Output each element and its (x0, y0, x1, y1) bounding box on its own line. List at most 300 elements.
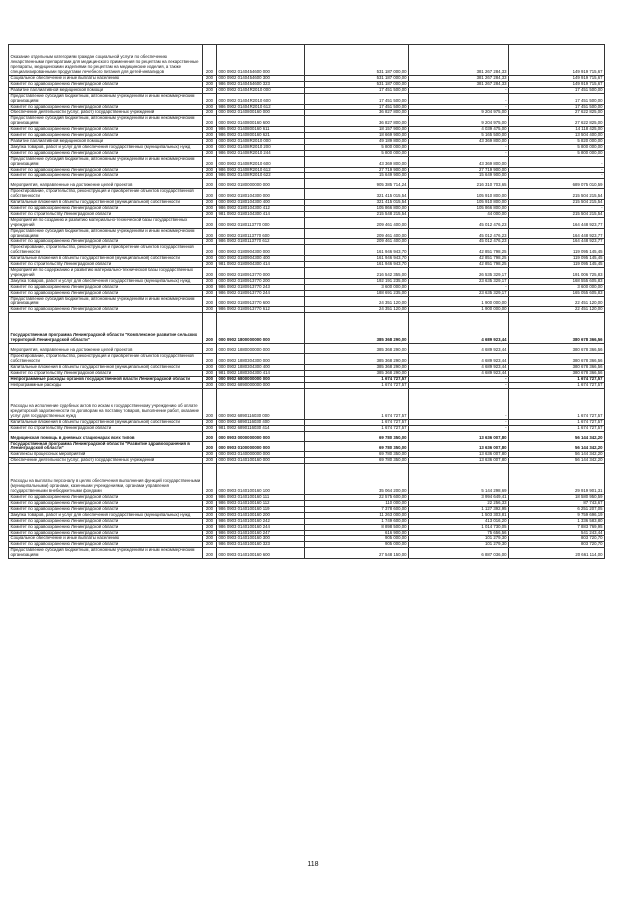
row-budget-code: 000 0902 01404R2010 000 (217, 87, 305, 93)
row-executed-amount: 4 689 923,44 (409, 344, 509, 354)
row-approved-amount: 1 674 727,57 (305, 425, 409, 431)
row-approved-amount: 161 946 943,70 (305, 256, 409, 262)
row-unexecuted-amount: 17 451 500,00 (509, 93, 605, 104)
row-executed-amount: 15 649 900,00 (409, 173, 509, 179)
row-executed-amount: - (409, 376, 509, 382)
row-approved-amount: 188 691 235,00 (305, 290, 409, 296)
row-name: Предоставление субсидий бюджетным, автономным учреждениям и иным некоммерческим организациям (9, 156, 203, 167)
row-approved-amount: 110 000,00 (305, 501, 409, 507)
table-row (9, 431, 605, 441)
table-row (9, 388, 605, 419)
row-name: Комитет по здравоохранению Ленинградской области (9, 284, 203, 290)
row-executed-amount: 381 267 284,33 (409, 81, 509, 87)
row-line-code: 200 (203, 133, 217, 139)
row-line-code: 200 (203, 524, 217, 530)
row-name: Расходы на исполнение судебных актов по искам к государственному учреждению об оплате кредиторской задолженности по договорам на поставку товаров, выполнение работ, оказание услуг для государственных нужд (9, 388, 203, 419)
row-name: Комитет по здравоохранению Ленинградской области (9, 104, 203, 110)
row-line-code: 200 (203, 217, 217, 228)
row-line-code: 200 (203, 81, 217, 87)
row-unexecuted-amount: - (509, 167, 605, 173)
row-unexecuted-amount: 119 095 145,45 (509, 245, 605, 256)
row-budget-code: 000 0903 0100000000 000 (217, 441, 305, 452)
row-executed-amount: 1 127 392,95 (409, 506, 509, 512)
row-name: Непрограммные расходы органов государственной власти Ленинградской области (9, 376, 203, 382)
row-budget-code: 000 0902 6800000000 000 (217, 376, 305, 382)
row-line-code: 200 (203, 296, 217, 307)
row-line-code: 200 (203, 211, 217, 217)
row-budget-code: 986 0902 0140800160 611 (217, 127, 305, 133)
row-line-code: 200 (203, 542, 217, 548)
row-unexecuted-amount: 164 448 923,77 (509, 228, 605, 239)
row-name: Комитет по строительству Ленинградской области (9, 425, 203, 431)
row-unexecuted-amount: 5 800 000,00 (509, 150, 605, 156)
row-unexecuted-amount: 1 674 727,57 (509, 376, 605, 382)
row-approved-amount: 5 800 000,00 (305, 150, 409, 156)
row-line-code: 200 (203, 464, 217, 495)
row-approved-amount: 905 000,00 (305, 542, 409, 548)
row-executed-amount: 43 369 800,00 (409, 138, 509, 144)
row-approved-amount: 192 191 235,00 (305, 278, 409, 284)
row-executed-amount: - (409, 87, 509, 93)
row-approved-amount: 18 669 900,00 (305, 133, 409, 139)
table-row (9, 313, 605, 344)
row-unexecuted-amount: 191 006 725,83 (509, 268, 605, 279)
row-name: Комплексы процессных мероприятий (9, 452, 203, 458)
row-name: Комитет по здравоохранению Ленинградской области (9, 506, 203, 512)
row-name: Комитет по здравоохранению Ленинградской области (9, 81, 203, 87)
row-name: Проектирование, строительство, реконструкция и приобретение объектов государственной собственности (9, 245, 203, 256)
row-line-code: 200 (203, 76, 217, 82)
row-unexecuted-amount: 119 095 145,45 (509, 262, 605, 268)
row-unexecuted-amount: 5 820 000,00 (509, 138, 605, 144)
row-budget-code: 000 0902 0180913770 000 (217, 268, 305, 279)
row-executed-amount: 5 144 298,69 (409, 464, 509, 495)
row-approved-amount: 22 575 600,00 (305, 495, 409, 501)
row-line-code: 200 (203, 245, 217, 256)
row-line-code: 200 (203, 307, 217, 313)
row-unexecuted-amount: - (509, 156, 605, 167)
row-line-code: 200 (203, 156, 217, 167)
row-unexecuted-amount: 1 674 727,57 (509, 419, 605, 425)
row-budget-code: 000 0902 0140454600 300 (217, 76, 305, 82)
row-line-code: 200 (203, 506, 217, 512)
row-budget-code: 000 0902 0180113770 600 (217, 228, 305, 239)
row-line-code: 200 (203, 150, 217, 156)
row-budget-code: 000 0903 0140000000 000 (217, 452, 305, 458)
row-name: Проектирование, строительство, реконструкция и приобретение объектов государственной собственности (9, 354, 203, 365)
row-executed-amount: 13 636 007,80 (409, 452, 509, 458)
row-name: Предоставление субсидий бюджетным, автономным учреждениям и иным некоммерческим организациям (9, 116, 203, 127)
row-line-code: 200 (203, 116, 217, 127)
row-executed-amount: 4 689 923,44 (409, 365, 509, 371)
row-line-code: 200 (203, 144, 217, 150)
row-line-code: 200 (203, 87, 217, 93)
row-unexecuted-amount: 22 451 120,00 (509, 296, 605, 307)
row-unexecuted-amount: 7 883 769,95 (509, 524, 605, 530)
row-name: Комитет по здравоохранению Ленинградской области (9, 127, 203, 133)
row-executed-amount: 3 994 649,41 (409, 495, 509, 501)
row-executed-amount: 216 310 703,65 (409, 179, 509, 189)
row-budget-code: 986 0903 0140100160 111 (217, 495, 305, 501)
row-approved-amount: 905 385 714,24 (305, 179, 409, 189)
row-budget-code: 986 0902 0180113770 612 (217, 239, 305, 245)
row-name: Мероприятия, направленные на достижение целей проектов (9, 344, 203, 354)
row-approved-amount: 209 461 400,00 (305, 217, 409, 228)
row-unexecuted-amount: 165 055 605,83 (509, 290, 605, 296)
row-budget-code: 981 0902 1880304300 414 (217, 370, 305, 376)
row-line-code: 200 (203, 179, 217, 189)
row-unexecuted-amount: 6 251 207,05 (509, 506, 605, 512)
row-name: Комитет по здравоохранению Ленинградской области (9, 239, 203, 245)
row-name: Развитие паллиативной медицинской помощи (9, 87, 203, 93)
table-row (9, 548, 605, 559)
row-name: Капитальные вложения в объекты государственной (муниципальной) собственности (9, 419, 203, 425)
row-unexecuted-amount: 20 661 114,00 (509, 548, 605, 559)
row-executed-amount: 43 369 800,00 (409, 156, 509, 167)
row-unexecuted-amount: 149 919 715,67 (509, 45, 605, 76)
row-budget-code: 986 0902 01408R2010 612 (217, 167, 305, 173)
table-row (9, 441, 605, 452)
row-budget-code: 000 0902 01408R2010 200 (217, 144, 305, 150)
row-approved-amount: 49 189 800,00 (305, 138, 409, 144)
row-name: Обеспечение деятельности (услуг, работ) государственных учреждений (9, 458, 203, 464)
row-unexecuted-amount: 56 144 342,20 (509, 441, 605, 452)
row-executed-amount: 101 279,30 (409, 542, 509, 548)
row-approved-amount: 36 827 800,00 (305, 116, 409, 127)
row-line-code: 200 (203, 512, 217, 518)
row-name: Предоставление субсидий бюджетным, автономным учреждениям и иным некоммерческим организациям (9, 296, 203, 307)
row-approved-amount: 616 900,00 (305, 530, 409, 536)
row-line-code: 200 (203, 262, 217, 268)
row-line-code: 200 (203, 189, 217, 200)
row-unexecuted-amount: 215 504 215,54 (509, 200, 605, 206)
row-executed-amount: 42 851 798,25 (409, 256, 509, 262)
row-line-code: 200 (203, 548, 217, 559)
row-approved-amount: 161 946 943,70 (305, 245, 409, 256)
row-line-code: 200 (203, 138, 217, 144)
row-unexecuted-amount: 3 600 000,00 (509, 284, 605, 290)
row-approved-amount: 1 674 727,57 (305, 376, 409, 382)
row-approved-amount: 36 827 800,00 (305, 110, 409, 116)
row-line-code: 200 (203, 376, 217, 382)
row-name: Комитет по здравоохранению Ленинградской области (9, 206, 203, 212)
row-budget-code: 000 0902 6890000000 000 (217, 382, 305, 388)
row-name: Социальное обеспечение и иные выплаты населению (9, 76, 203, 82)
row-approved-amount: 17 451 500,00 (305, 87, 409, 93)
row-approved-amount: 17 451 500,00 (305, 104, 409, 110)
row-budget-code: 000 0902 0140454600 000 (217, 45, 305, 76)
row-executed-amount: 4 689 923,44 (409, 370, 509, 376)
row-executed-amount: 42 851 798,25 (409, 262, 509, 268)
row-approved-amount: 1 674 727,57 (305, 382, 409, 388)
row-name: Комитет по здравоохранению Ленинградской области (9, 167, 203, 173)
row-budget-code: 000 0903 0140100160 000 (217, 458, 305, 464)
row-approved-amount: 27 548 150,00 (305, 548, 409, 559)
row-executed-amount: 9 204 975,00 (409, 116, 509, 127)
table-row (9, 344, 605, 354)
row-budget-code: 986 0902 0180104300 412 (217, 206, 305, 212)
row-executed-amount: 45 012 476,23 (409, 228, 509, 239)
row-line-code: 200 (203, 228, 217, 239)
row-executed-amount: 4 039 475,00 (409, 127, 509, 133)
row-unexecuted-amount: 119 095 145,45 (509, 256, 605, 262)
row-budget-code: 986 0903 0140100160 112 (217, 501, 305, 507)
row-budget-code: 000 0902 0180904300 000 (217, 245, 305, 256)
row-approved-amount: 27 719 900,00 (305, 167, 409, 173)
row-name: Обеспечение деятельности (услуг, работ) государственных учреждений (9, 110, 203, 116)
row-approved-amount: 5 800 000,00 (305, 144, 409, 150)
row-executed-amount: 27 719 900,00 (409, 167, 509, 173)
row-executed-amount: - (409, 104, 509, 110)
row-line-code: 200 (203, 419, 217, 425)
row-line-code: 200 (203, 239, 217, 245)
row-unexecuted-amount: 380 678 366,56 (509, 354, 605, 365)
row-name: Комитет по строительству Ленинградской области (9, 262, 203, 268)
row-budget-code: 000 0903 0000000000 000 (217, 431, 305, 441)
row-name: Государственная программа Ленинградской области "Комплексное развитие сельских территорий Ленинградской области" (9, 313, 203, 344)
row-executed-amount: 6 887 036,00 (409, 548, 509, 559)
row-budget-code: 000 0902 6890116030 000 (217, 388, 305, 419)
row-budget-code: 986 0903 0140100160 242 (217, 518, 305, 524)
row-budget-code: 986 0903 0140100160 323 (217, 542, 305, 548)
row-approved-amount: 1 674 727,57 (305, 388, 409, 419)
row-budget-code: 000 0902 0180913770 200 (217, 278, 305, 284)
row-approved-amount: 531 187 000,00 (305, 76, 409, 82)
row-executed-amount: 4 689 923,44 (409, 313, 509, 344)
row-unexecuted-amount: 5 800 000,00 (509, 144, 605, 150)
table-row (9, 296, 605, 307)
row-name: Развитие паллиативной медицинской помощи (9, 138, 203, 144)
row-budget-code: 000 0902 01408R2010 000 (217, 138, 305, 144)
row-unexecuted-amount: 29 919 901,31 (509, 464, 605, 495)
row-line-code: 200 (203, 495, 217, 501)
row-name: Комитет по здравоохранению Ленинградской области (9, 518, 203, 524)
row-executed-amount: 26 535 329,17 (409, 268, 509, 279)
row-budget-code: 986 0902 0180913770 612 (217, 307, 305, 313)
row-executed-amount: 13 636 007,80 (409, 441, 509, 452)
row-unexecuted-amount: 149 919 715,67 (509, 81, 605, 87)
row-line-code: 200 (203, 344, 217, 354)
row-approved-amount: 215 548 215,54 (305, 211, 409, 217)
table-row (9, 116, 605, 127)
row-approved-amount: 18 157 900,00 (305, 127, 409, 133)
row-unexecuted-amount: 215 504 215,54 (509, 189, 605, 200)
row-line-code: 200 (203, 313, 217, 344)
row-executed-amount: - (409, 425, 509, 431)
row-budget-code: 000 0902 0180904300 400 (217, 256, 305, 262)
row-name: Государственная программа Ленинградской области "Развитие здравоохранения в Ленинградской области" (9, 441, 203, 452)
budget-table (8, 44, 605, 559)
row-approved-amount: 15 649 900,00 (305, 173, 409, 179)
row-unexecuted-amount: 14 118 425,00 (509, 127, 605, 133)
row-line-code: 200 (203, 290, 217, 296)
row-name: Предоставление субсидий бюджетным, автономным учреждениям и иным некоммерческим организациям (9, 228, 203, 239)
row-executed-amount: 9 204 975,00 (409, 110, 509, 116)
row-line-code: 200 (203, 431, 217, 441)
row-line-code: 200 (203, 365, 217, 371)
row-budget-code: 986 0903 0140100160 247 (217, 530, 305, 536)
row-approved-amount: 209 461 400,00 (305, 239, 409, 245)
row-executed-amount: 23 635 329,17 (409, 290, 509, 296)
row-budget-code: 986 0902 01408R2010 244 (217, 150, 305, 156)
row-executed-amount: - (409, 388, 509, 419)
row-line-code: 200 (203, 452, 217, 458)
row-approved-amount: 385 368 290,00 (305, 354, 409, 365)
table-row (9, 464, 605, 495)
row-approved-amount: 69 780 350,00 (305, 441, 409, 452)
row-unexecuted-amount: - (509, 173, 605, 179)
row-executed-amount: 105 866 800,00 (409, 206, 509, 212)
row-name: Капитальные вложения в объекты государственной (муниципальной) собственности (9, 365, 203, 371)
row-name: Комитет по здравоохранению Ленинградской области (9, 495, 203, 501)
row-unexecuted-amount: 215 504 215,54 (509, 211, 605, 217)
row-executed-amount: 413 016,20 (409, 518, 509, 524)
row-name: Комитет по здравоохранению Ленинградской области (9, 524, 203, 530)
row-budget-code: 986 0903 0140100160 119 (217, 506, 305, 512)
row-unexecuted-amount: 18 580 950,59 (509, 495, 605, 501)
row-executed-amount: 101 279,30 (409, 536, 509, 542)
row-unexecuted-amount: 380 678 366,56 (509, 344, 605, 354)
row-executed-amount: 44 000,00 (409, 211, 509, 217)
row-unexecuted-amount: 56 144 342,20 (509, 458, 605, 464)
row-name: Комитет по строительству Ленинградской области (9, 211, 203, 217)
table-row (9, 245, 605, 256)
row-executed-amount: 1 900 000,00 (409, 307, 509, 313)
row-budget-code: 981 0902 0180904300 414 (217, 262, 305, 268)
row-name: Капитальные вложения в объекты государственной (муниципальной) собственности (9, 256, 203, 262)
row-executed-amount: 23 635 329,17 (409, 278, 509, 284)
row-line-code: 200 (203, 501, 217, 507)
row-executed-amount: 1 014 730,05 (409, 524, 509, 530)
row-approved-amount: 35 064 200,00 (305, 464, 409, 495)
row-unexecuted-amount: 1 674 727,57 (509, 388, 605, 419)
row-budget-code: 000 0903 0140100160 300 (217, 536, 305, 542)
table-row (9, 93, 605, 104)
row-line-code: 200 (203, 268, 217, 279)
row-budget-code: 000 0902 1800000000 000 (217, 313, 305, 344)
row-approved-amount: 11 263 000,00 (305, 512, 409, 518)
row-approved-amount: 209 461 400,00 (305, 228, 409, 239)
row-executed-amount: 22 256,33 (409, 501, 509, 507)
row-line-code: 200 (203, 200, 217, 206)
row-executed-amount: 45 012 476,23 (409, 239, 509, 245)
row-name: Комитет по здравоохранению Ленинградской области (9, 133, 203, 139)
row-unexecuted-amount: 87 743,67 (509, 501, 605, 507)
row-approved-amount: 216 542 355,00 (305, 268, 409, 279)
table-row (9, 179, 605, 189)
row-budget-code: 000 0902 01404R2010 600 (217, 93, 305, 104)
row-unexecuted-amount: 1 336 583,80 (509, 518, 605, 524)
page-number: 118 (307, 861, 319, 868)
row-executed-amount: 5 165 500,00 (409, 133, 509, 139)
row-line-code: 200 (203, 441, 217, 452)
row-budget-code: 000 0902 1880304300 400 (217, 365, 305, 371)
row-name: Капитальные вложения в объекты государственной (муниципальной) собственности (9, 200, 203, 206)
row-approved-amount: 69 780 350,00 (305, 452, 409, 458)
row-approved-amount: 1 749 600,00 (305, 518, 409, 524)
row-name: Комитет по здравоохранению Ленинградской области (9, 150, 203, 156)
row-line-code: 200 (203, 536, 217, 542)
row-approved-amount: 3 600 000,00 (305, 284, 409, 290)
row-budget-code: 986 0902 0180913770 244 (217, 290, 305, 296)
row-line-code: 200 (203, 256, 217, 262)
row-approved-amount: 531 187 000,00 (305, 81, 409, 87)
row-executed-amount: 45 012 476,23 (409, 217, 509, 228)
row-budget-code: 000 0902 6890116030 400 (217, 419, 305, 425)
row-name: Проектирование, строительство, реконструкция и приобретение объектов государственной собственности (9, 189, 203, 200)
row-approved-amount: 321 415 015,54 (305, 200, 409, 206)
row-approved-amount: 17 451 500,00 (305, 93, 409, 104)
row-unexecuted-amount: 27 622 825,00 (509, 116, 605, 127)
row-executed-amount: 42 851 798,25 (409, 245, 509, 256)
row-executed-amount: 105 910 800,00 (409, 189, 509, 200)
row-budget-code: 981 0902 6890116030 414 (217, 425, 305, 431)
row-unexecuted-amount: 803 720,70 (509, 542, 605, 548)
row-name: Комитет по здравоохранению Ленинградской области (9, 530, 203, 536)
row-budget-code: 000 0902 0180000000 000 (217, 179, 305, 189)
row-budget-code: 986 0903 0140100160 244 (217, 524, 305, 530)
row-line-code: 200 (203, 93, 217, 104)
row-unexecuted-amount: 803 720,70 (509, 536, 605, 542)
row-name: Непрограммные расходы (9, 382, 203, 388)
row-unexecuted-amount: 1 674 727,57 (509, 425, 605, 431)
row-name: Мероприятия по содержанию и развитию материально-технической базы государственных учреждений (9, 268, 203, 279)
row-unexecuted-amount: 56 144 342,20 (509, 452, 605, 458)
row-name: Комитет по здравоохранению Ленинградской области (9, 542, 203, 548)
table-row (9, 156, 605, 167)
row-executed-amount: 381 267 284,33 (409, 76, 509, 82)
row-unexecuted-amount: 380 678 366,56 (509, 365, 605, 371)
row-budget-code: 986 0902 0140800160 621 (217, 133, 305, 139)
row-executed-amount: 13 636 007,80 (409, 458, 509, 464)
row-budget-code: 986 0902 0180913770 243 (217, 284, 305, 290)
row-line-code: 200 (203, 370, 217, 376)
row-line-code: 200 (203, 45, 217, 76)
row-name: Предоставление субсидий бюджетным, автономным учреждениям и иным некоммерческим организациям (9, 548, 203, 559)
table-row (9, 45, 605, 76)
row-approved-amount: 385 368 290,00 (305, 365, 409, 371)
row-budget-code: 000 0903 0140100160 200 (217, 512, 305, 518)
row-line-code: 200 (203, 530, 217, 536)
row-approved-amount: 7 378 600,00 (305, 506, 409, 512)
budget-document (8, 44, 604, 559)
row-name: Комитет по здравоохранению Ленинградской области (9, 290, 203, 296)
row-approved-amount: 24 351 120,00 (305, 296, 409, 307)
row-approved-amount: 385 368 290,00 (305, 313, 409, 344)
row-budget-code: 986 0902 0140454600 323 (217, 81, 305, 87)
row-approved-amount: 385 368 290,00 (305, 370, 409, 376)
row-unexecuted-amount: 22 451 120,00 (509, 307, 605, 313)
row-name: Комитет по здравоохранению Ленинградской области (9, 501, 203, 507)
row-name: Закупка товаров, работ и услуг для обеспечения государственных (муниципальных) нужд (9, 512, 203, 518)
row-approved-amount: 1 674 727,57 (305, 419, 409, 425)
row-executed-amount: - (409, 144, 509, 150)
row-executed-amount: 381 267 284,33 (409, 45, 509, 76)
row-unexecuted-amount: 149 919 715,67 (509, 76, 605, 82)
row-line-code: 200 (203, 382, 217, 388)
row-executed-amount: 1 900 000,00 (409, 296, 509, 307)
row-executed-amount: - (409, 284, 509, 290)
row-line-code: 200 (203, 206, 217, 212)
row-line-code: 200 (203, 425, 217, 431)
row-executed-amount: - (409, 150, 509, 156)
row-budget-code: 000 0902 01408R2010 600 (217, 156, 305, 167)
row-unexecuted-amount: 164 448 923,77 (509, 217, 605, 228)
table-row (9, 268, 605, 279)
table-row (9, 228, 605, 239)
row-approved-amount: 321 415 015,54 (305, 189, 409, 200)
row-budget-code: 000 0902 1880000000 000 (217, 344, 305, 354)
